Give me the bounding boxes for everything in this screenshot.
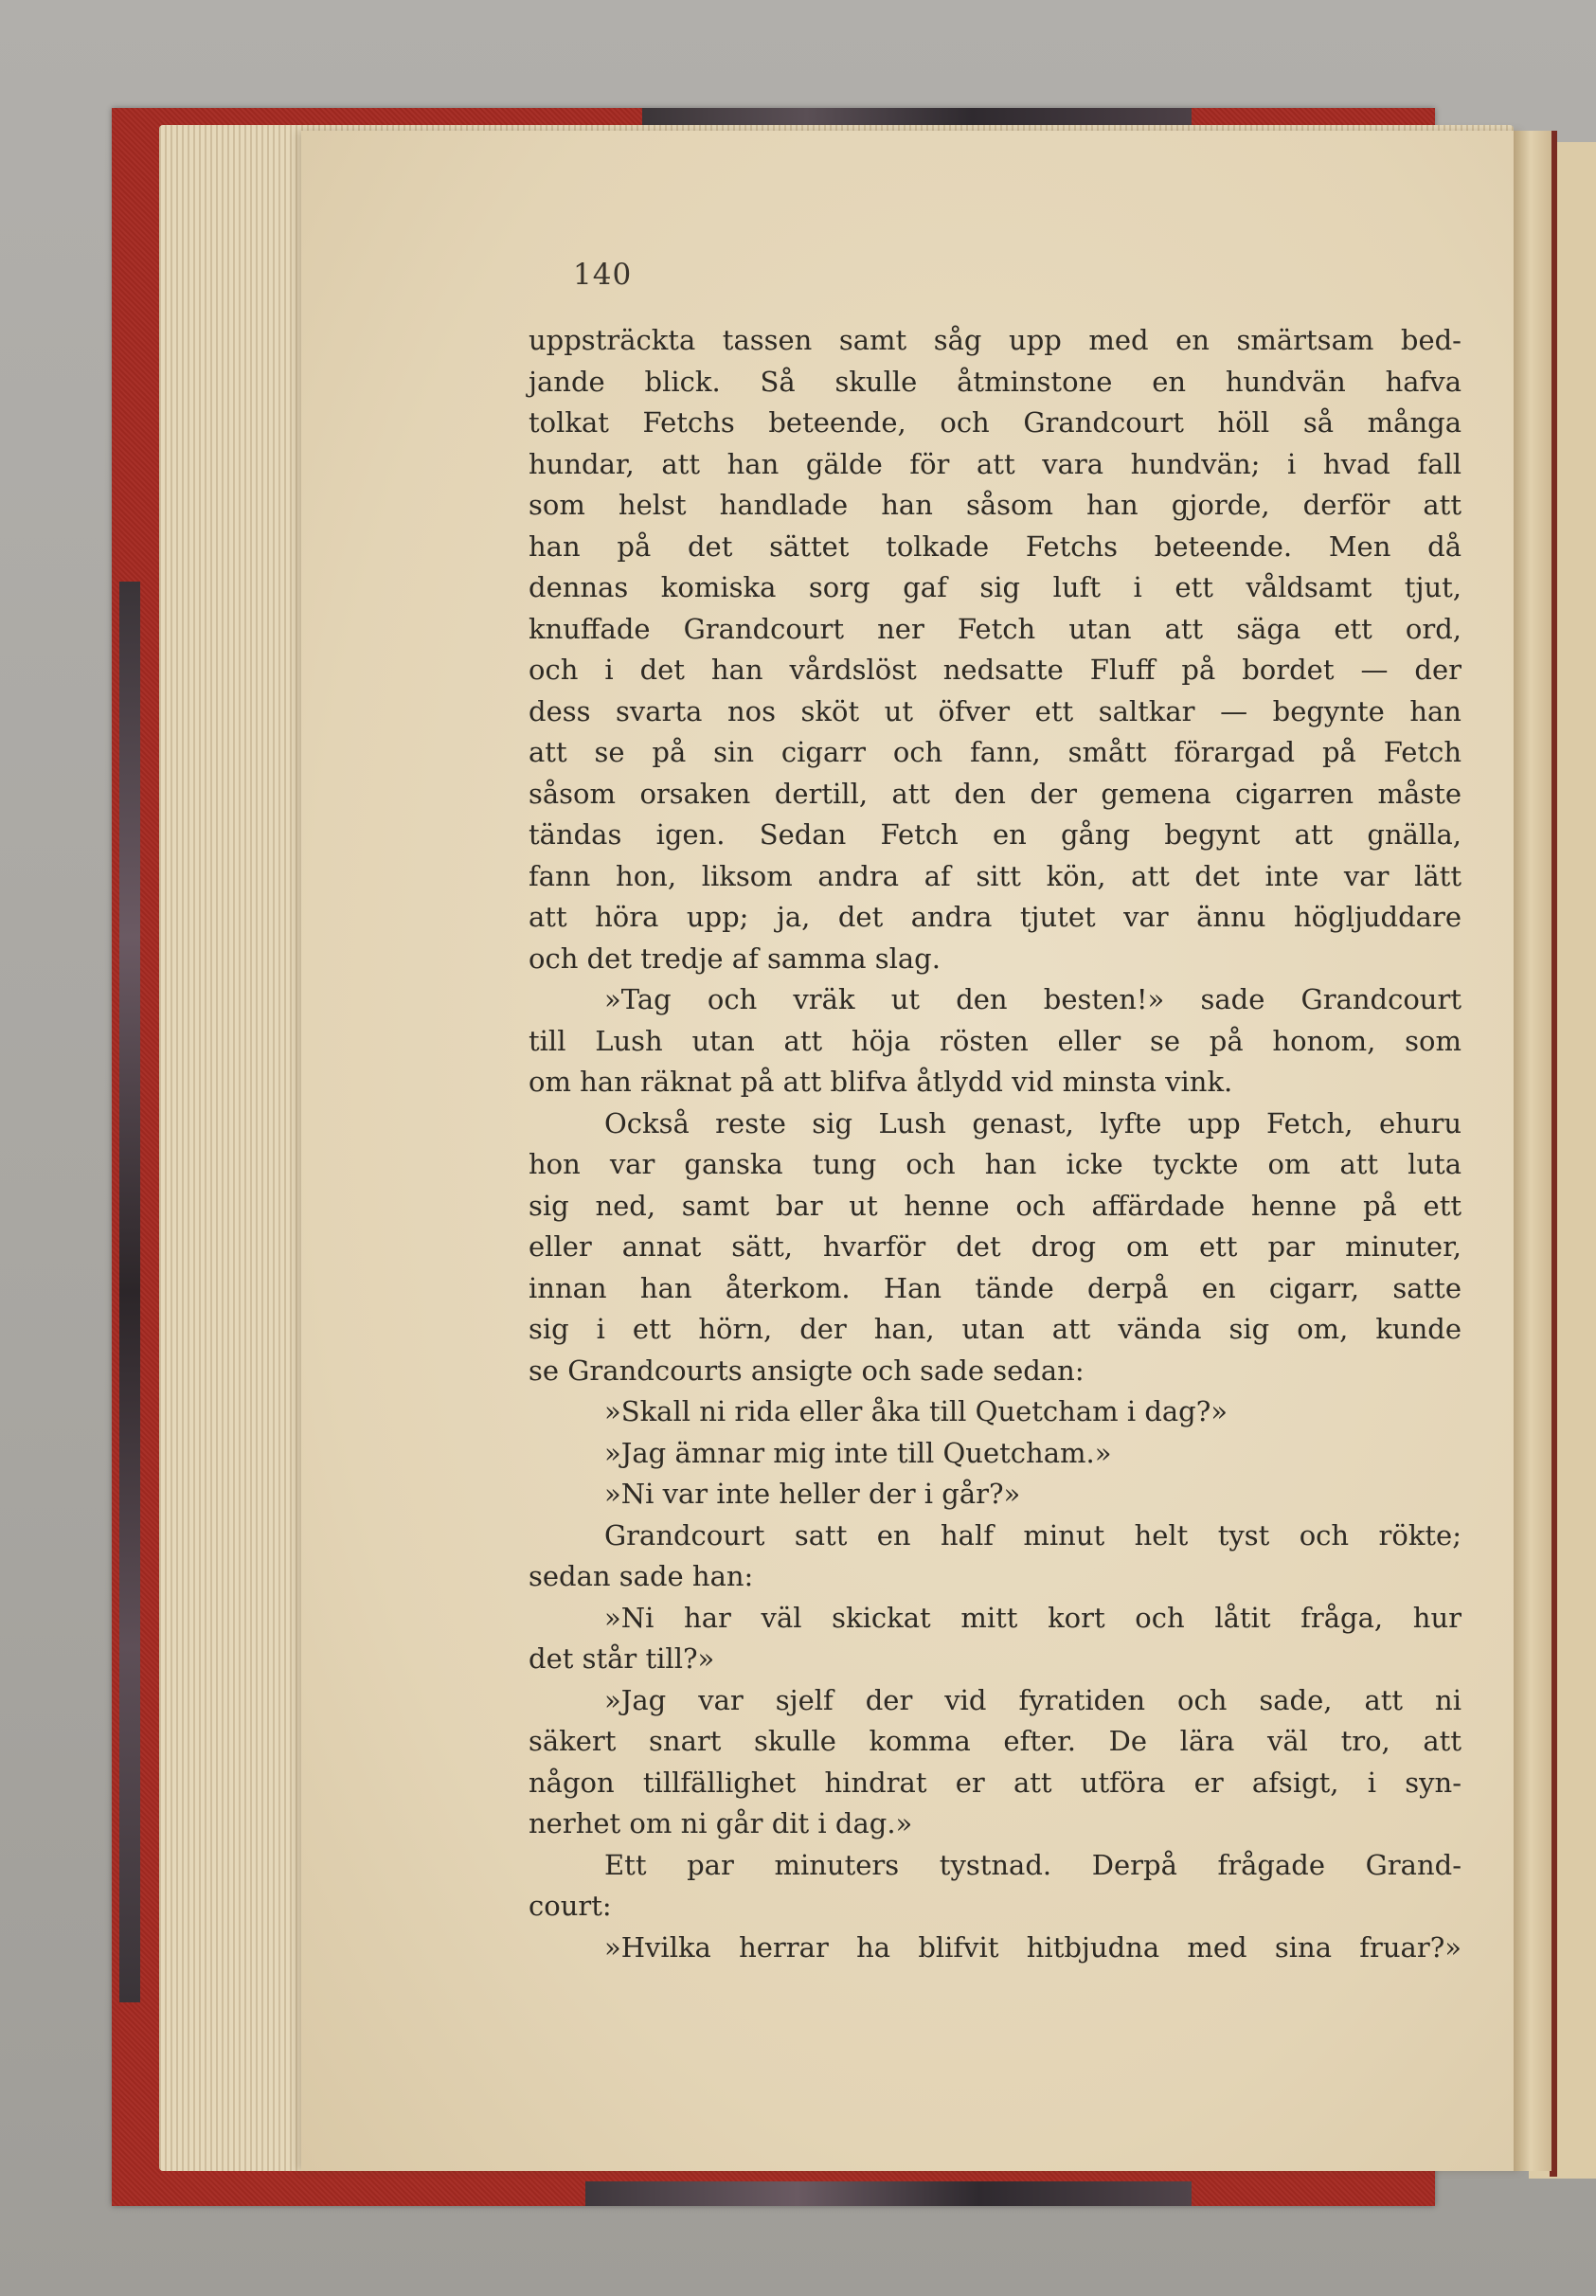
book-gutter [1514, 131, 1551, 2171]
text-line: till Lush utan att höja rösten eller se på honom, som [529, 1024, 1462, 1057]
text-line: sedan sade han: [529, 1560, 754, 1592]
text-line: hundar, att han gälde för att vara hundvän; i hvad fall [529, 447, 1462, 480]
text-line: sig ned, samt bar ut henne och affärdade henne på ett [529, 1189, 1462, 1222]
text-line: att höra upp; ja, det andra tjutet var ännu högljuddare [529, 901, 1462, 933]
text-line: innan han återkom. Han tände derpå en cigarr, satte [529, 1271, 1462, 1304]
text-line: Grandcourt satt en half minut helt tyst och rökte; [604, 1518, 1462, 1552]
page-number: 140 [573, 258, 633, 292]
text-line: se Grandcourts ansigte och sade sedan: [529, 1354, 1085, 1387]
text-line: han på det sättet tolkade Fetchs beteende. Men då [529, 529, 1462, 563]
text-line: tändas igen. Sedan Fetch en gång begynt att gnälla, [529, 818, 1462, 851]
text-line: dess svarta nos sköt ut öfver ett saltkar — begynte han [529, 694, 1462, 727]
text-line: »Tag och vräk ut den besten!» sade Grandcourt [604, 983, 1462, 1015]
text-line: om han räknat på att blifva åtlydd vid minsta vink. [529, 1066, 1233, 1098]
text-line: uppsträckta tassen samt såg upp med en smärtsam bed- [529, 324, 1462, 356]
cover-marble-top [642, 108, 1192, 127]
text-line: »Hvilka herrar ha blifvit hitbjudna med sina fruar?» [604, 1930, 1462, 1964]
text-line: »Jag var sjelf der vid fyratiden och sade, att ni [604, 1683, 1462, 1716]
text-line: som helst handlade han såsom han gjorde, derför att [529, 489, 1462, 521]
text-line: court: [529, 1890, 612, 1922]
text-line: eller annat sätt, hvarför det drog om ett par minuter, [529, 1230, 1462, 1263]
text-line: att se på sin cigarr och fann, smått förargad på Fetch [529, 736, 1462, 768]
text-line: knuffade Grandcourt ner Fetch utan att säga ett ord, [529, 612, 1462, 645]
text-line: »Jag ämnar mig inte till Quetcham.» [604, 1436, 1112, 1469]
text-line: säkert snart skulle komma efter. De lära väl tro, att [529, 1725, 1462, 1757]
text-line: jande blick. Så skulle åtminstone en hundvän hafva [529, 365, 1462, 398]
text-line: Ett par minuters tystnad. Derpå frågade Grand- [604, 1848, 1462, 1881]
text-line: tolkat Fetchs beteende, och Grandcourt höll så många [529, 406, 1462, 439]
cover-marble-bottom [585, 2181, 1192, 2206]
text-line: och det tredje af samma slag. [529, 942, 941, 975]
text-line: sig i ett hörn, der han, utan att vända sig om, kunde [529, 1313, 1462, 1345]
cover-marble-left [119, 582, 140, 2002]
text-line: dennas komiska sorg gaf sig luft i ett våldsamt tjut, [529, 571, 1462, 603]
text-line: och i det han vårdslöst nedsatte Fluff på bordet — der [529, 654, 1462, 686]
page-text [529, 320, 1462, 1968]
text-line: hon var ganska tung och han icke tyckte om att luta [529, 1148, 1462, 1180]
text-line: »Skall ni rida eller åka till Quetcham i dag?» [604, 1395, 1228, 1427]
text-line: det står till?» [529, 1642, 715, 1675]
text-line: Också reste sig Lush genast, lyfte upp Fetch, ehuru [604, 1106, 1462, 1139]
text-line: »Ni var inte heller der i går?» [604, 1478, 1021, 1510]
text-line: någon tillfällighet hindrat er att utföra er afsigt, i syn- [529, 1766, 1462, 1799]
text-line: fann hon, liksom andra af sitt kön, att det inte var lätt [529, 859, 1462, 892]
text-line: såsom orsaken dertill, att den der gemena cigarren måste [529, 777, 1462, 810]
text-line: nerhet om ni går dit i dag.» [529, 1807, 913, 1839]
text-line: »Ni har väl skickat mitt kort och låtit fråga, hur [604, 1601, 1462, 1634]
